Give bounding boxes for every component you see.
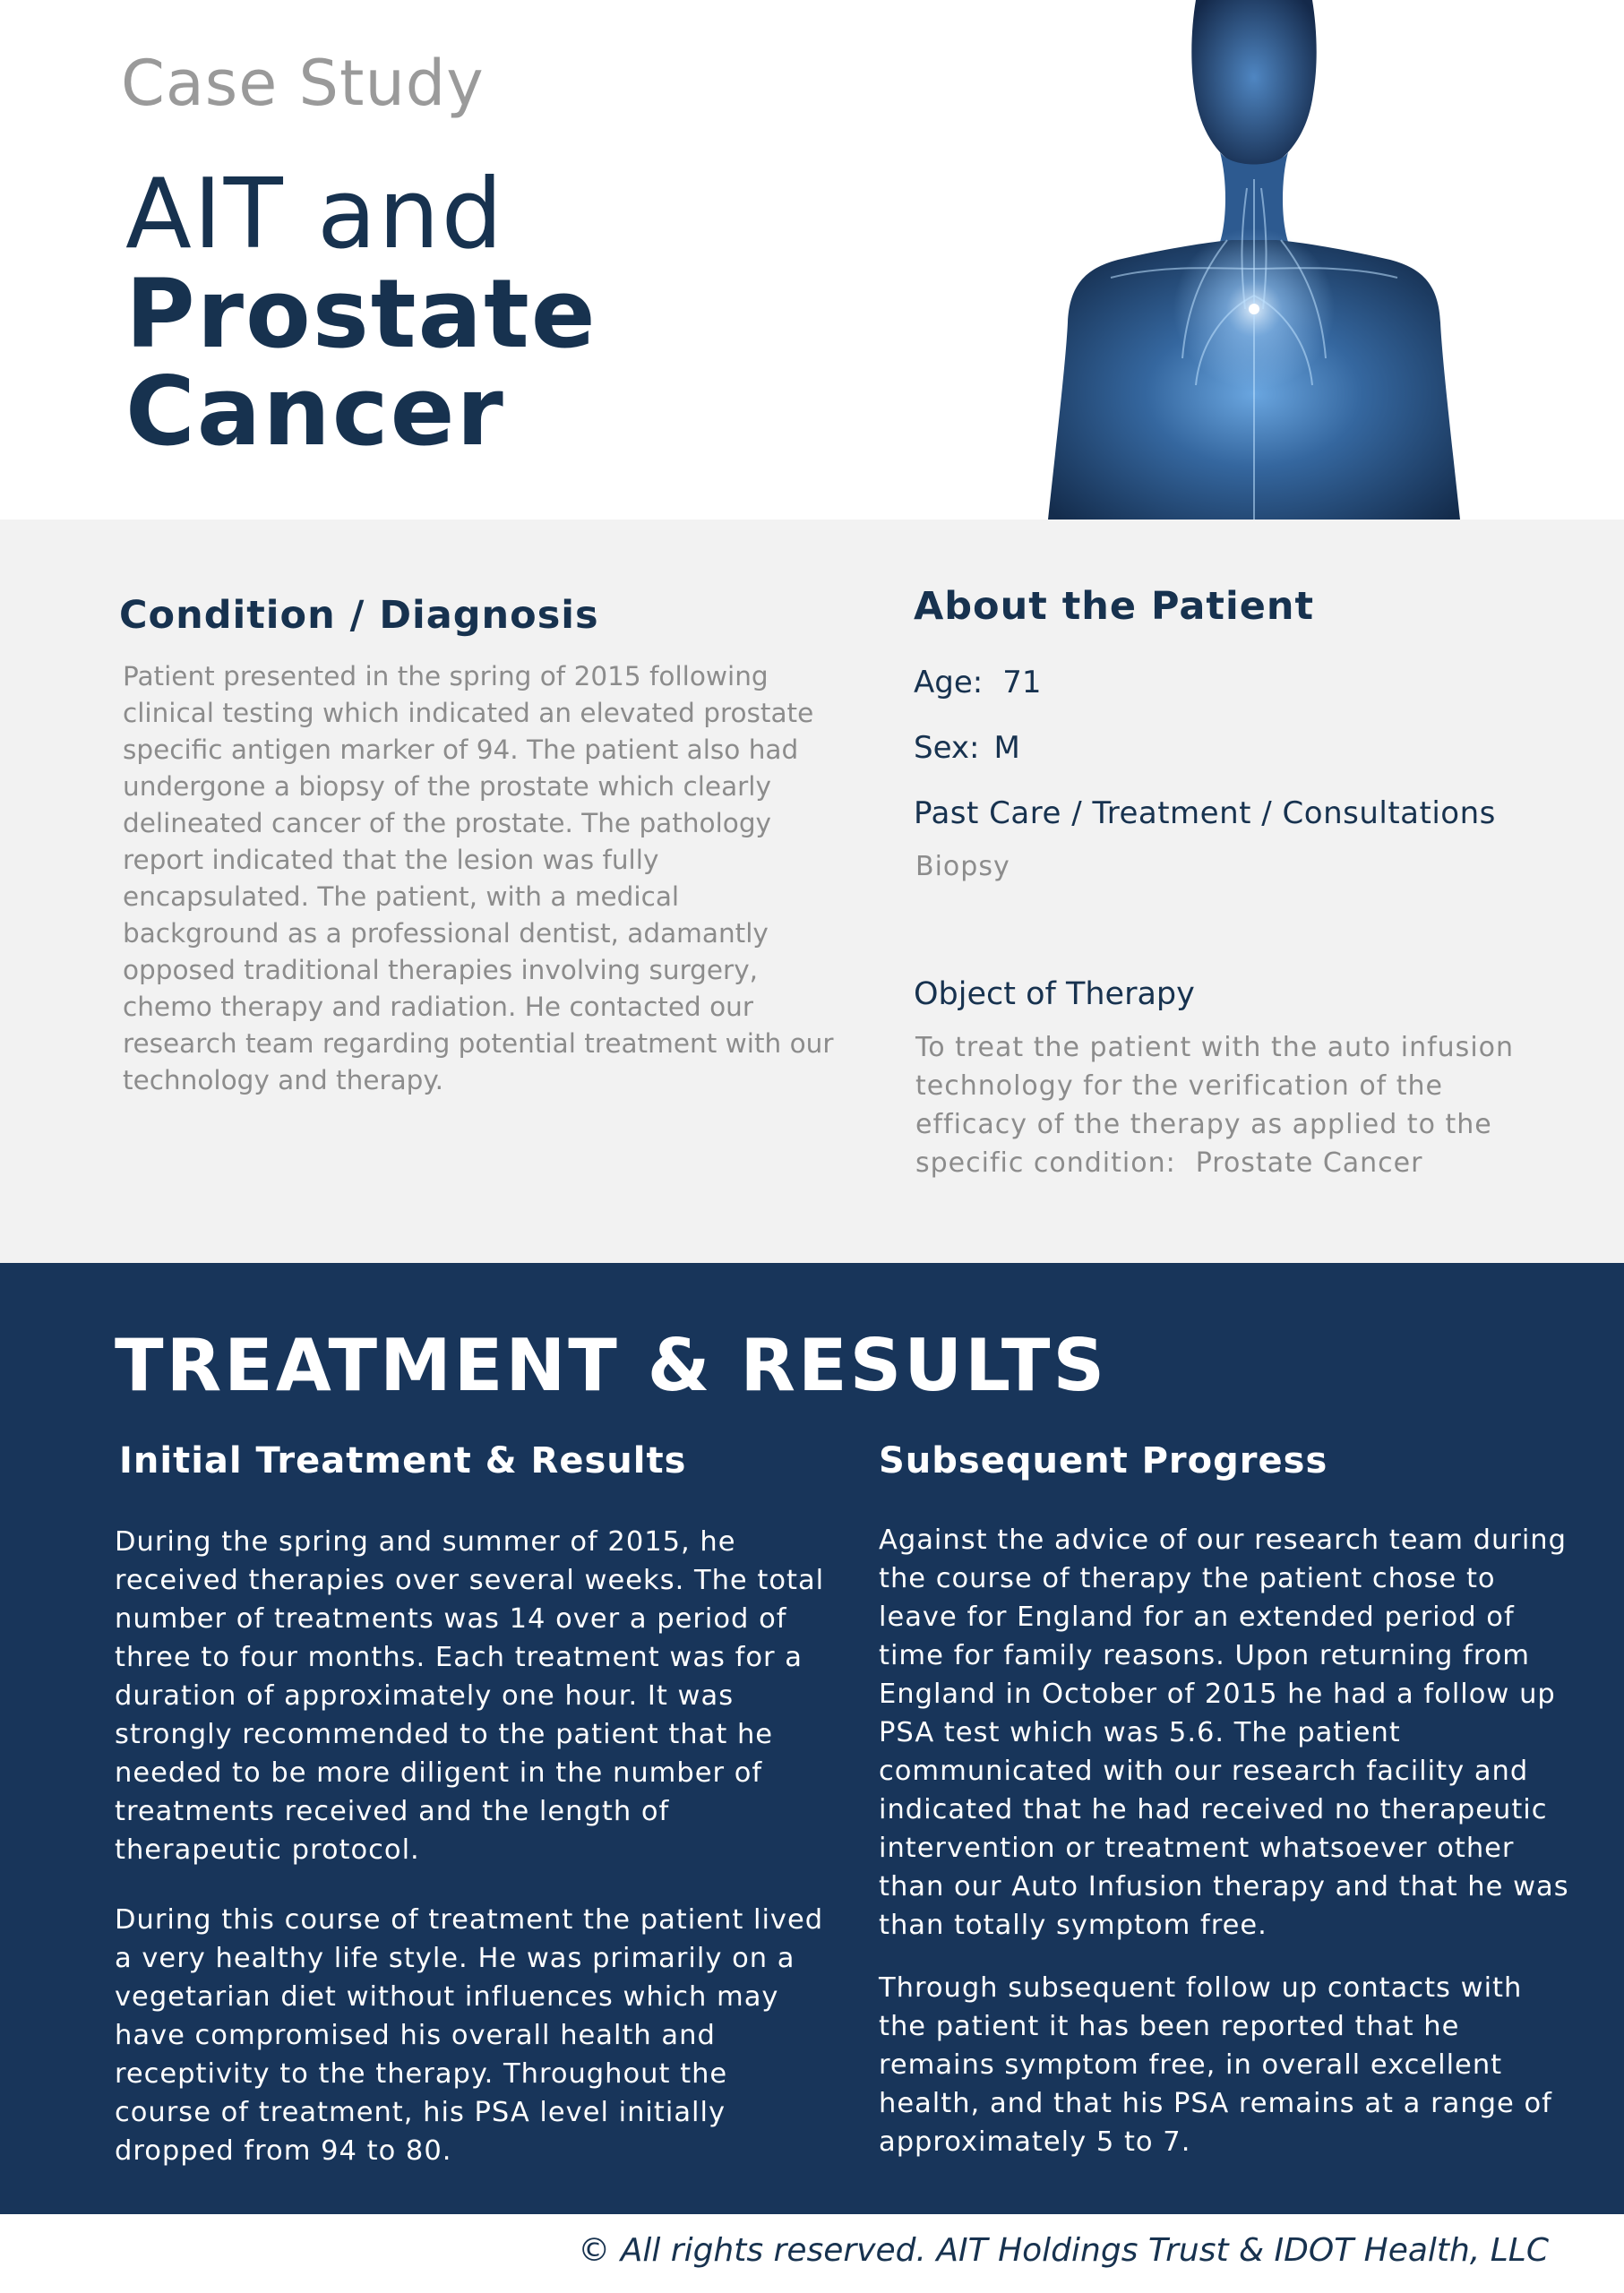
about-patient-heading: About the Patient — [914, 584, 1315, 629]
condition-heading: Condition / Diagnosis — [119, 593, 599, 638]
page-title-line-3: Cancer — [125, 356, 505, 467]
copyright-text: © All rights reserved. AIT Holdings Trust & IDOT Health, LLC — [578, 2232, 1549, 2269]
initial-treatment-heading: Initial Treatment & Results — [119, 1440, 687, 1481]
initial-paragraph-2: During this course of treatment the patient lived a very healthy life style. He was primarily on a vegetarian diet without influences which may have compromised his overall health and receptivity to the therapy. Throughout the course of treatment, his PSA level initially dropped from 94 to 80. — [115, 1904, 824, 2167]
treatment-section — [0, 1263, 1624, 2214]
subsequent-paragraph-1: Against the advice of our research team during the course of therapy the patient chose to leave for England for an extended period of time for family reasons. Upon returning from England in October of 2015 he had a follow up PSA test which was 5.6. The patient communicated with our research facility and indicated that he had received no therapeutic intervention or treatment whatsoever other than our Auto Infusion therapy and that he was than totally symptom free. — [879, 1524, 1569, 1941]
header-section — [0, 0, 1624, 520]
sex-value: M — [993, 730, 1020, 766]
age-label: Age: — [914, 665, 984, 700]
past-care-label: Past Care / Treatment / Consultations — [914, 795, 1496, 831]
past-care-value: Biopsy — [915, 851, 1010, 882]
sex-label: Sex: — [914, 730, 980, 766]
human-body-illustration-icon — [1012, 0, 1550, 520]
age-row — [914, 665, 1041, 700]
subsequent-progress-heading: Subsequent Progress — [879, 1440, 1328, 1481]
footer — [0, 2214, 1624, 2293]
subsequent-paragraph-2: Through subsequent follow up contacts with the patient it has been reported that he remains symptom free, in overall excellent health, and that his PSA remains at a range of approximately 5 to 7. — [879, 1972, 1552, 2158]
object-of-therapy-text — [915, 1028, 1560, 1182]
treatment-title: TREATMENT & RESULTS — [115, 1324, 1108, 1407]
object-condition: Prostate Cancer — [1195, 1147, 1423, 1179]
kicker-label: Case Study — [121, 47, 485, 120]
sex-row — [914, 730, 1020, 766]
info-section — [0, 520, 1624, 1263]
condition-text: Patient presented in the spring of 2015 following clinical testing which indicated an elevated prostate specific antigen marker of 94. The patient also had undergone a biopsy of the prostate which clearly delineated cancer of the prostate. The pathology report indicated that the lesion was fully encapsulated. The patient, with a medical background as a professional dentist, adamantly opposed traditional therapies involving surgery, chemo therapy and radiation. He contacted our research team regarding potential treatment with our technology and therapy. — [123, 661, 834, 1095]
initial-paragraph-1: During the spring and summer of 2015, he received therapies over several weeks. The total number of treatments was 14 over a period of three to four months. Each treatment was for a duration of approximately one hour. It was strongly recommended to the patient that he needed to be more diligent in the number of treatments received and the length of therapeutic protocol. — [115, 1526, 825, 1866]
age-value: 71 — [1002, 665, 1042, 700]
page-title-line-2: Prostate — [125, 259, 597, 369]
object-text: To treat the patient with the auto infusion technology for the verification of the efficacy of the therapy as applied to the specific condition: — [915, 1032, 1515, 1179]
page-title-line-1: AIT and — [125, 159, 505, 271]
object-of-therapy-label: Object of Therapy — [914, 976, 1195, 1012]
